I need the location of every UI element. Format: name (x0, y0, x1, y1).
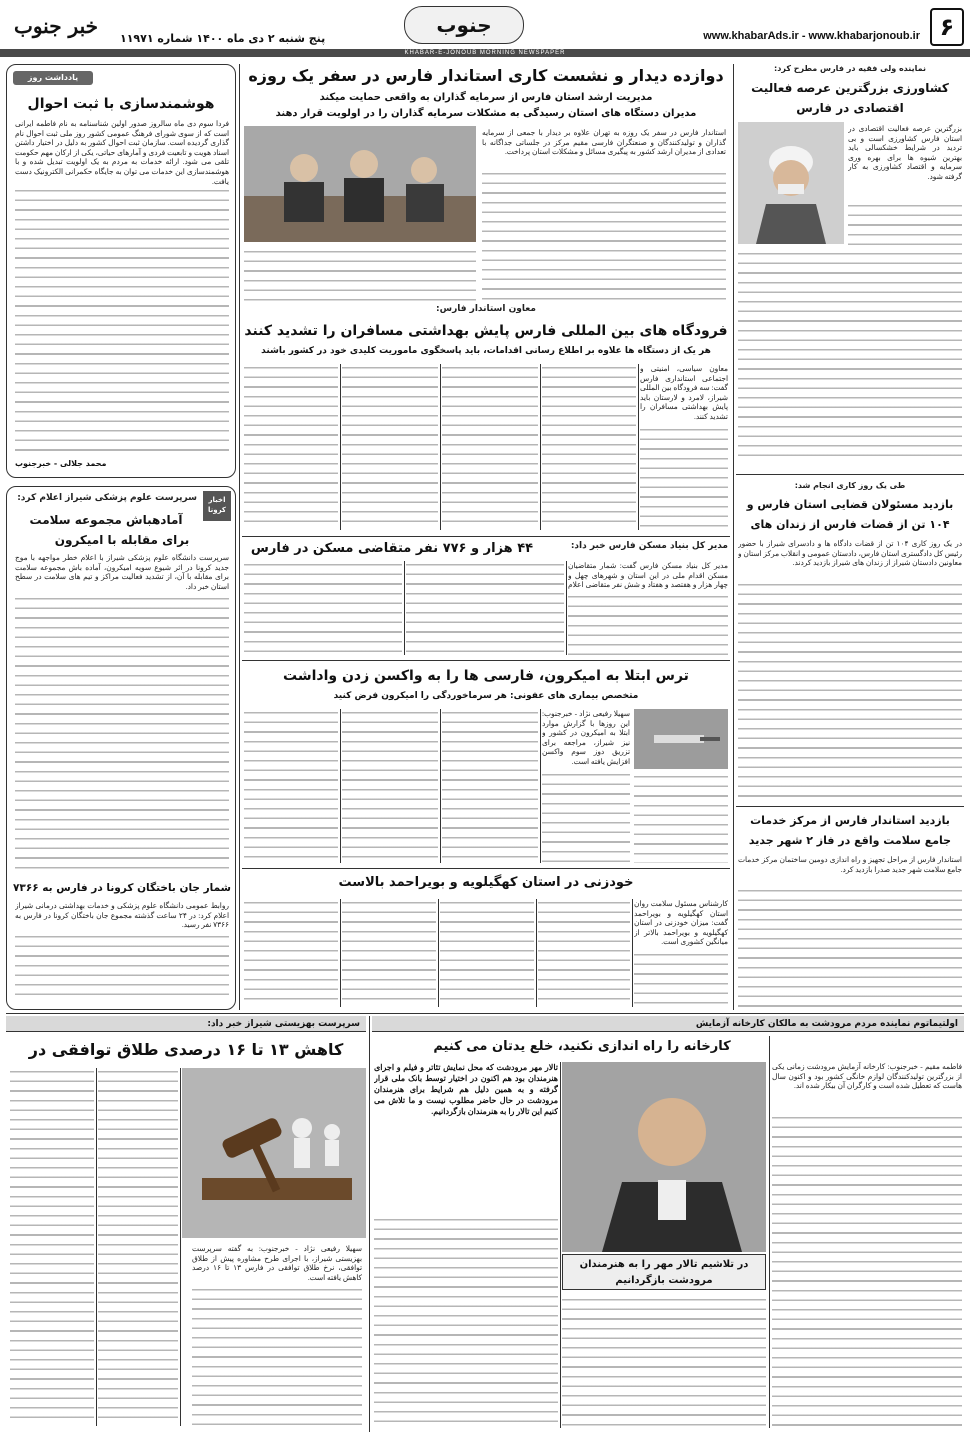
factory-article (372, 1016, 964, 1432)
airports-article (242, 320, 730, 534)
factory-photo (562, 1062, 766, 1252)
rule-bottom-split (369, 1016, 370, 1432)
corona-body-fill (15, 595, 229, 875)
masthead-urls: www.khabarAds.ir - www.khabarjonoub.ir (703, 30, 920, 42)
airports-subtitle: هر یک از دستگاه ها علاوه بر اطلاع رسانی اقدامات، باید پاسخگوی ماموریت کلیدی خود در کشور باشند (261, 346, 711, 356)
agri-photo (738, 122, 844, 244)
omicron-body: سهیلا رفیعی نژاد - خبرجنوب: این روزها با گزارش موارد ابتلا به امیکرون در کشور و نیز شیراز، مراجعه برای تزریق دوز سوم واکسن افزایش یافته است. (542, 709, 630, 766)
corona-kicker: سرپرست علوم پزشکی شیراز اعلام کرد: (17, 493, 197, 503)
omicron-photo (634, 709, 728, 769)
lead-byline: معاون استاندار فارس: (436, 304, 536, 314)
omicron-col-1 (634, 773, 728, 863)
housing-body: مدیر کل بنیاد مسکن فارس گفت: شمار متقاضیان مسکن اقدام ملی در این استان و شهرهای چهل و چهار هزار و هفتصد و هفتاد و شش نفر متقاضی اعلام (568, 561, 728, 590)
mp-portrait (562, 1062, 766, 1252)
airports-col-2 (542, 364, 636, 530)
lead-photo (244, 126, 476, 242)
housing-col-1 (568, 593, 728, 655)
judiciary-body-fill (738, 581, 962, 801)
lead-subtitle-2: مدیران دستگاه های استان رسیدگی به مشکلات سرمایه گذاران را در اولویت قرار دهند (275, 108, 697, 119)
masthead (0, 0, 970, 58)
agri-body-fill-1 (848, 202, 962, 246)
agri-body: بزرگترین عرصه فعالیت اقتصادی در استان فارس کشاورزی است و بی تردید در شرایط خشکسالی باید بهترین شیوه ها برای بهره وری سرمایه و اقتصاد کشاورزی به کار گرفته شود. (848, 124, 962, 181)
editorial-tag: یادداشت روز (13, 71, 93, 85)
lead-body: استاندار فارس در سفر یک روزه به تهران علاوه بر دیدار با جمعی از سرمایه گذاران و تولیدکنندگان و صنعتگران فارسی مقیم مرکز در جلساتی جداگانه با تعدادی از مدیران ارشد کشور به پیگیری مسائل و مشکلات استان پرداخت. (482, 128, 726, 157)
divorce-header-band (6, 1016, 366, 1032)
section-title: جنوب (436, 13, 492, 37)
factory-title: کارخانه را راه اندازی نکنید، خلع یدتان می کنیم (433, 1039, 731, 1054)
divorce-title: کاهش ۱۳ تا ۱۶ درصدی طلاق توافقی در (28, 1040, 344, 1059)
factory-kicker: اولتیماتوم نماینده مردم مرودشت به مالکان کارخانه آزمایش (695, 1019, 958, 1029)
airports-col-1 (640, 426, 728, 530)
editorial-body-fill (15, 187, 229, 457)
kohgiluyeh-col-5 (244, 899, 338, 1007)
rule-left (239, 64, 240, 1010)
housing-article (242, 536, 730, 658)
kohgiluyeh-body: کارشناس مسئول سلامت روان استان کهگیلویه و بویراحمد گفت: میزان خودزنی در استان کهگیلویه و بویراحمد بالاتر از میانگین کشوری است. (634, 899, 728, 947)
editorial-box (6, 64, 236, 478)
airports-col-4 (342, 364, 438, 530)
agri-title: کشاورزی بزرگترین عرصه فعالیت اقتصادی در فارس (751, 81, 949, 115)
logo-text: خبر جنوب (14, 14, 98, 38)
editorial-body: فردا سوم دی ماه سالروز صدور اولین شناسنامه به نام فاطمه ایرانی است که از سوی شورای فرهنگ عمومی کشور روز ملی ثبت احوال نام گذاری گردیده است. سازمان ثبت احوال کشور به دلیل در اختیار داشتن اسناد هویت و تابعیت فردی و آمارهای حیاتی، یکی از ارکان مهم حکومت تلقی می شود. ارائه خدمات به مردم به یک اولویت تبدیل شده و با هوشمندسازی این خدمات می توان به جایگاه حکمرانی الکترونیک دست یافت. (15, 119, 229, 185)
saadra-body-fill (738, 887, 962, 1007)
factory-kicker-band (372, 1016, 964, 1032)
rule-right (733, 64, 734, 1010)
lead-article (242, 64, 730, 318)
saadra-body: استاندار فارس از مراحل تجهیز و راه اندازی دومین ساختمان مرکز خدمات جامع سلامت شهر جدید صدرا بازدید کرد. (738, 855, 962, 874)
kohgiluyeh-col-3 (440, 899, 534, 1007)
kohgiluyeh-col-2 (538, 899, 630, 1007)
rule-bottom-top (6, 1013, 964, 1014)
saadra-title: بازدید استاندار فارس از مرکز خدمات جامع سلامت واقع در فاز ۲ شهر جدید (748, 814, 952, 847)
editorial-title: هوشمندسازی با ثبت احوال (27, 96, 215, 112)
corona-body-2: روابط عمومی دانشگاه علوم پزشکی و خدمات بهداشتی درمانی شیراز اعلام کرد: در ۲۴ ساعت گذشته مجموع جان باختگان کرونا در فارس به ۷۳۶۶ نفر رسید. (15, 901, 229, 930)
omicron-col-4 (342, 709, 438, 863)
lead-body-fill (482, 170, 726, 304)
agri-kicker: نماینده ولی فقیه در فارس مطرح کرد: (774, 64, 926, 73)
judiciary-article (736, 474, 964, 804)
airports-body: معاون سیاسی، امنیتی و اجتماعی استانداری فارس گفت: سه فرودگاه بین المللی شیراز، لامرد و لارستان باید پایش بهداشتی مسافران را تشدید کنند. (640, 364, 728, 421)
housing-title: ۴۴ هزار و ۷۷۶ نفر متقاضی مسکن در فارس (250, 541, 534, 556)
corona-title-2: برای مقابله با امیکرون (54, 533, 190, 547)
kohgiluyeh-article (242, 868, 730, 1010)
corona-body-2-fill (15, 933, 229, 1003)
factory-col-c (772, 1114, 962, 1428)
divorce-photo (182, 1068, 366, 1238)
lead-caption-fill (244, 248, 476, 304)
section-title-badge (404, 6, 524, 44)
divorce-body: سهیلا رفیعی نژاد - خبرجنوب: به گفته سرپرست بهزیستی شیراز، با اجرای طرح مشاوره پیش از طلاق توافقی، نرخ طلاق توافقی در فارس ۱۳ تا ۱۶ درصد کاهش یافته است. (192, 1244, 362, 1282)
airports-col-3 (442, 364, 538, 530)
kohgiluyeh-title: خودزنی در استان کهگیلویه و بویراحمد بالاست (338, 875, 634, 890)
editorial-author: محمد جلالی - خبرجنوب (15, 459, 107, 468)
corona-title-1: آمادهباش مجموعه سلامت (29, 513, 183, 527)
airports-col-5 (244, 364, 338, 530)
corona-body: سرپرست دانشگاه علوم پزشکی شیراز با اعلام خطر مواجهه با موج جدید کرونا در اثر شیوع سویه امیکرون، آماده باش مجموعه سلامت برای مقابله با آن، از تشدید فعالیت مراکز و تیم های سلامت در سطح استان خبر داد. (15, 553, 229, 591)
cleric-portrait (738, 122, 844, 244)
divorce-article (6, 1016, 366, 1432)
corona-box (6, 486, 236, 1010)
factory-caption-box (562, 1254, 766, 1290)
omicron-col-3 (442, 709, 538, 863)
housing-kicker: مدیر کل بنیاد مسکن فارس خبر داد: (570, 541, 728, 551)
judiciary-body: در یک روز کاری ۱۰۴ تن از قضات دادگاه ها و دادسرای شیراز با حضور رئیس کل دادگستری استان فارس، دادستان عمومی و انقلاب مرکز استان و معاونین دادستان شیراز از زندان های شیراز بازدید کردند. (738, 539, 962, 568)
date-line: پنج شنبه ۲ دی ماه ۱۴۰۰ شماره ۱۱۹۷۱ (120, 32, 326, 45)
meeting-photo (244, 126, 476, 242)
factory-quote (374, 1062, 558, 1212)
omicron-col-5 (244, 709, 338, 863)
agri-article (736, 64, 964, 468)
page-number-box: ۶ (930, 8, 964, 46)
omicron-article (242, 660, 730, 866)
factory-col-b (562, 1296, 766, 1428)
omicron-subtitle: متخصص بیماری های عفونی: هر سرماخوردگی را امیکرون فرض کنید (333, 691, 639, 701)
corona-tag: اخبار کرونا (203, 491, 231, 521)
logo (6, 4, 106, 50)
factory-body: فاطمه مقیم - خبرجنوب: کارخانه آزمایش مرودشت زمانی یکی از بزرگترین تولیدکنندگان لوازم خانگی کشور بود و اکنون سال هاست که تعطیل شده است و کارگران آن بیکار شده اند. (772, 1062, 962, 1091)
judiciary-kicker: طی یک روز کاری انجام شد: (794, 481, 906, 490)
lead-title: دوازده دیدار و نشست کاری استاندار فارس در سفر یک روزه (248, 66, 724, 85)
housing-col-2 (406, 561, 564, 655)
housing-col-3 (244, 561, 402, 655)
divorce-kicker: سرپرست بهزیستی شیراز خبر داد: (207, 1019, 360, 1029)
lead-subtitle-1: مدیریت ارشد استان فارس از سرمایه گذاران به واقعی حمایت میکند (319, 92, 653, 103)
factory-quote-text: تالار مهر مرودشت که محل نمایش تئاتر و فیلم و اجرای هنرمندان بود هم اکنون در اختیار توسط بانک ملی قرار گرفته و به همین دلیل هم شرایط برای هنرمندان مرودشت در حال حاضر مطلوب نیست و ما تلاش می کنیم این تالار را به هنرمندان بازگردانیم. (374, 1063, 558, 1116)
saadra-article (736, 806, 964, 1010)
divorce-col-2 (98, 1068, 178, 1426)
divorce-col-3 (10, 1068, 94, 1426)
kohgiluyeh-col-1 (634, 951, 728, 1007)
factory-caption-2: مرودشت بازگردانیم (615, 1275, 713, 1286)
divorce-col-1 (192, 1286, 362, 1426)
factory-caption-1: در تلاشیم تالار مهر را به هنرمندان (579, 1259, 749, 1270)
judiciary-title: بازدید مسئولان قضایی استان فارس و ۱۰۴ تن از قضات فارس از زندان های (746, 498, 954, 531)
masthead-subtitle: KHABAR-E-JONOUB MORNING NEWSPAPER (404, 50, 566, 56)
airports-title: فرودگاه های بین المللی فارس پایش بهداشتی مسافران را تشدید کنند (244, 323, 728, 339)
omicron-title: ترس ابتلا به امیکرون، فارسی ها را به واکسن زدن واداشت (283, 668, 689, 684)
agri-body-fill-2 (738, 250, 962, 464)
omicron-col-2 (542, 771, 630, 863)
corona-title-3: شمار جان باختگان کرونا در فارس به ۷۳۶۶ (13, 882, 231, 894)
gavel-family-illustration (182, 1068, 366, 1238)
masthead-band (0, 49, 970, 57)
kohgiluyeh-col-4 (342, 899, 436, 1007)
vaccine-photo (634, 709, 728, 769)
factory-col-a (374, 1216, 558, 1428)
